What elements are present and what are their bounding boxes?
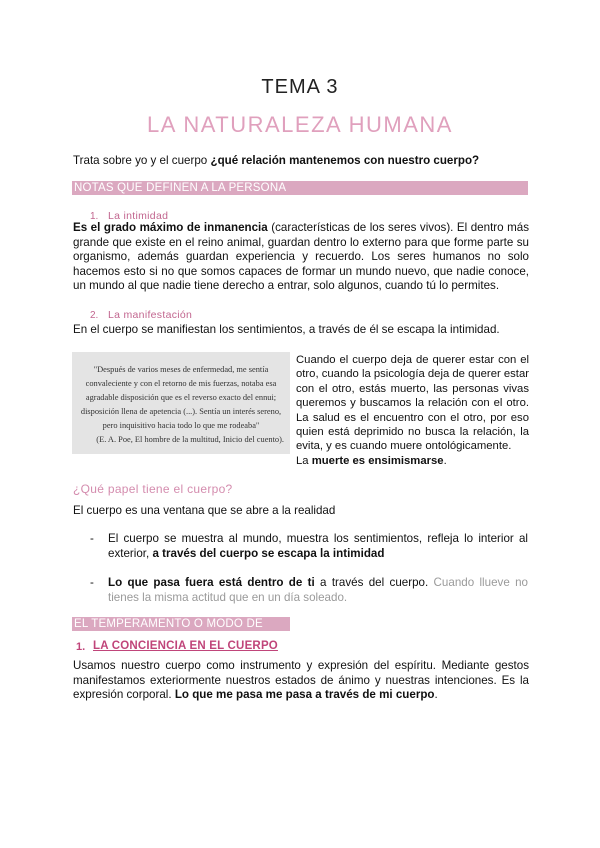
intro-question: ¿qué relación mantenemos con nuestro cuerpo?: [210, 154, 480, 167]
item-label-intimidad: La intimidad: [108, 210, 169, 222]
quote-image: [72, 352, 290, 454]
bullet-grey-text: Cuando llueve no tienes la misma actitud que en un día soleado.: [108, 576, 529, 604]
item-number: 1.: [90, 211, 99, 222]
bullet-bold: Lo que pasa fuera está dentro de ti: [108, 576, 315, 589]
side-text: Cuando el cuerpo deja de querer estar con el otro, cuando la psicología deja de querer estar con el otro, estás muerto, las personas vivas queremos y buscamos la relación con el otro. La salud es el encuentro con el otro, por eso quien está deprimido no busca la relación, la evita, y es cuando muere ontológicamente.: [296, 354, 529, 453]
intro-text: Trata sobre yo y el cuerpo: [73, 154, 211, 167]
conciencia-paragraph: [73, 659, 529, 703]
bullet-item: [108, 532, 528, 561]
intro-paragraph: [73, 154, 529, 169]
bullet-text: El cuerpo se muestra al mundo, muestra los sentimientos, refleja lo interior al exterior,: [108, 532, 528, 560]
bullet-marker: -: [90, 576, 94, 589]
section-question: ¿Qué papel tiene el cuerpo?: [73, 482, 233, 496]
side-lead: La: [296, 454, 312, 467]
section-heading-notas: NOTAS QUE DEFINEN A LA PERSONA: [72, 181, 528, 195]
item-number: 2.: [90, 310, 99, 321]
cuerpo-intro: El cuerpo es una ventana que se abre a la realidad: [73, 504, 336, 517]
page-subtitle: LA NATURALEZA HUMANA: [147, 112, 453, 137]
intimidad-text: (características de los seres vivos). El dentro más grande que existe en el reino animal, guardan dentro lo externo para que forme parte su organismo, además guardan experiencia y recuerdo. Los seres humanos no solo hacemos esto si no que somos capaces de formar un mundo nuevo, que nadie conoce, un mundo al que nadie tiene derecho a entrar, solo algunos, cuando tú lo permites.: [73, 221, 530, 293]
bullet-marker: -: [90, 532, 94, 545]
quote-text: "Después de varios meses de enfermedad, me sentía convaleciente y con el retorno de mis fuerzas, notaba esa agradable disposición que es el reverso exacto del ennui; disposición llena de apetencia (...). Sentía un interés sereno, pero inquisitivo hacia todo lo que me rodeaba": [80, 365, 282, 430]
conciencia-end: .: [434, 688, 438, 702]
item-label-conciencia: LA CONCIENCIA EN EL CUERPO: [93, 640, 278, 652]
bullet-item: [108, 576, 528, 605]
side-paragraph: [296, 353, 529, 468]
bullet-bold: a través del cuerpo se escapa la intimidad: [152, 546, 385, 560]
page-title: TEMA 3: [261, 76, 339, 98]
bullet-text: a través del cuerpo.: [314, 576, 434, 589]
conciencia-text: Usamos nuestro cuerpo como instrumento y expresión del espíritu. Mediante gestos manifestamos exteriormente nuestros estados de ánimo y nuestras intenciones. Es la expresión corporal.: [73, 659, 529, 702]
side-end: .: [443, 454, 447, 467]
side-bold: muerte es ensimismarse: [311, 454, 444, 467]
item-label-manifestacion: La manifestación: [108, 309, 193, 321]
item-number: 1.: [76, 641, 86, 653]
conciencia-bold: Lo que me pasa me pasa a través de mi cuerpo: [174, 688, 435, 702]
manifestacion-paragraph: En el cuerpo se manifiestan los sentimientos, a través de él se escapa la intimidad.: [73, 323, 500, 336]
intimidad-bold: Es el grado máximo de inmanencia: [73, 221, 268, 234]
intimidad-paragraph: [73, 221, 529, 294]
section-heading-temperamento: EL TEMPERAMENTO O MODO DE SER: [72, 617, 290, 631]
quote-source: (E. A. Poe, El hombre de la multitud, Inicio del cuento).: [96, 435, 284, 444]
